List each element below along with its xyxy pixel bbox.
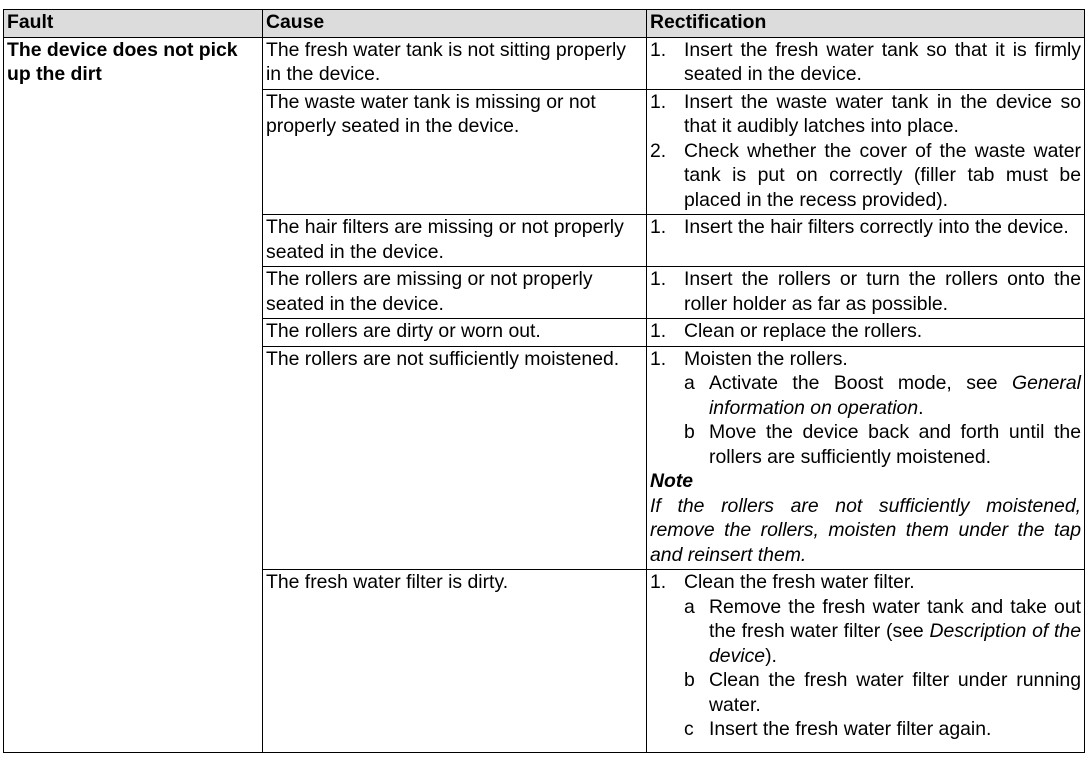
rectification-cell (647, 89, 1085, 215)
step-number: 1. (650, 347, 667, 370)
header-row (4, 10, 1085, 38)
step-text: Insert the rollers or turn the rollers onto the roller holder as far as possible. (684, 268, 1081, 315)
step-number: 1. (650, 571, 667, 593)
step (650, 347, 1081, 372)
step-number: 1. (650, 320, 667, 342)
sub-step-text: Move the device back and forth until the rollers are sufficiently moistened. (709, 421, 1081, 468)
cause-cell: The fresh water tank is not sitting properly in the device. (263, 37, 647, 89)
sub-step-text-plain: Remove the fresh water tank and take out the fresh water filter (see (709, 595, 1081, 642)
step (650, 90, 1081, 139)
rectification-cell (647, 215, 1085, 267)
rectification-cell (647, 319, 1085, 347)
cross-reference: General information on operation (709, 372, 1081, 419)
step-number: 1. (650, 216, 667, 238)
step-number: 1. (650, 38, 667, 61)
cause-cell: The fresh water filter is dirty. (263, 570, 647, 753)
sub-step-text-end: . (918, 396, 924, 419)
sub-step (684, 420, 1081, 469)
step-text: Clean the fresh water filter. (684, 571, 915, 593)
header-cause: Cause (263, 10, 647, 38)
rectification-cell (647, 267, 1085, 319)
sub-step-text (709, 595, 1081, 669)
step-text: Insert the waste water tank in the device so that it audibly latches into place. (684, 90, 1081, 137)
step (650, 570, 1081, 595)
sub-step-text-end: ). (765, 644, 777, 667)
sub-step-letter: b (684, 669, 695, 691)
step-number: 1. (650, 268, 667, 290)
sub-step-letter: a (684, 595, 695, 618)
sub-step-text (709, 371, 1081, 420)
sub-step-letter: c (684, 718, 694, 740)
sub-step-letter: a (684, 372, 695, 394)
note-text: If the rollers are not sufficiently moistened, remove the rollers, moisten them under the tap and reinsert them. (650, 494, 1081, 566)
sub-step (684, 595, 1081, 669)
cause-cell: The rollers are missing or not properly seated in the device. (263, 267, 647, 319)
header-rectification: Rectification (647, 10, 1085, 38)
cause-cell: The hair filters are missing or not properly seated in the device. (263, 215, 647, 267)
step-text: Moisten the rollers. (684, 347, 848, 370)
cause-cell: The rollers are not sufficiently moistened. (263, 346, 647, 570)
sub-step-letter: b (684, 421, 695, 443)
sub-step (684, 371, 1081, 420)
cause-cell: The waste water tank is missing or not properly seated in the device. (263, 89, 647, 215)
step-text: Insert the fresh water tank so that it is firmly seated in the device. (684, 38, 1081, 85)
sub-step-text: Clean the fresh water filter under running water. (709, 669, 1081, 716)
step (650, 319, 1081, 344)
step-text: Insert the hair filters correctly into the device. (684, 216, 1069, 238)
step-text: Clean or replace the rollers. (684, 320, 923, 342)
sub-step-text-plain: Activate the Boost mode, see (709, 372, 998, 394)
note-heading: Note (650, 470, 694, 492)
cross-reference: Description of the device (709, 620, 1081, 667)
step (650, 139, 1081, 213)
step-number: 2. (650, 139, 667, 162)
table-row (4, 37, 1085, 89)
step (650, 267, 1081, 316)
troubleshooting-table (3, 9, 1085, 753)
sub-step (684, 668, 1081, 717)
rectification-cell (647, 37, 1085, 89)
step-text: Check whether the cover of the waste water tank is put on correctly (filler tab must be placed in the recess provided). (684, 139, 1081, 211)
step (650, 38, 1081, 87)
step-number: 1. (650, 90, 667, 113)
sub-step-text: Insert the fresh water filter again. (709, 718, 992, 740)
fault-cell: The device does not pick up the dirt (4, 37, 263, 753)
header-fault: Fault (4, 10, 263, 38)
rectification-cell (647, 346, 1085, 570)
step (650, 215, 1081, 240)
rectification-cell (647, 570, 1085, 753)
sub-step (684, 717, 1081, 742)
cause-cell: The rollers are dirty or worn out. (263, 319, 647, 347)
